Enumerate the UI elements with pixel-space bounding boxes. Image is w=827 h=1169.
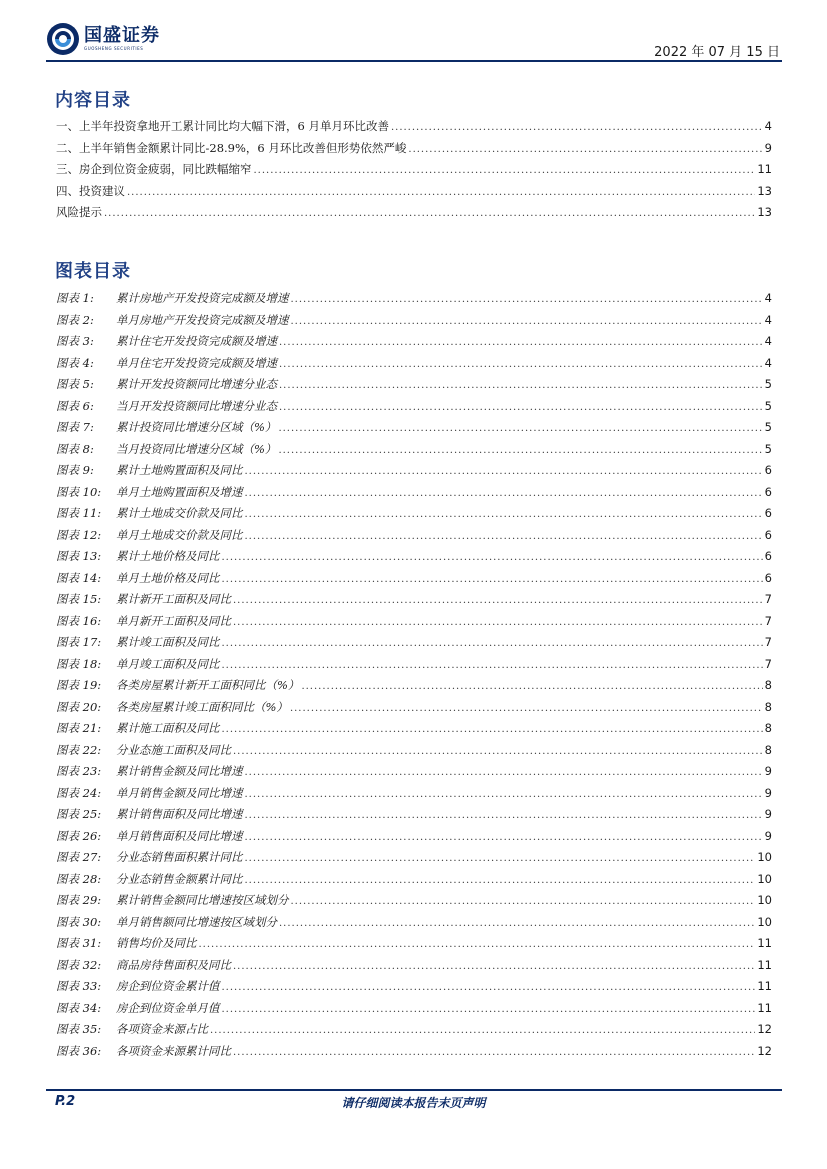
toc-entry[interactable] [56, 806, 772, 828]
toc-entry-page: 11 [757, 1000, 772, 1015]
toc-entry-page: 4 [764, 334, 772, 348]
toc-entry-text: 三、房企到位资金疲弱，同比跌幅缩窄 [56, 162, 252, 176]
toc-entry-label [56, 935, 197, 951]
figure-number: 图表 1: [56, 291, 94, 305]
toc-entry-page: 9 [764, 807, 772, 821]
toc-entry-page: 7 [764, 613, 772, 628]
toc-entry[interactable] [56, 312, 772, 334]
toc-entry-label [56, 914, 277, 930]
toc-entry[interactable] [56, 505, 772, 527]
dot-leader [245, 767, 763, 778]
toc-entry-label [56, 505, 243, 521]
dot-leader [233, 617, 763, 628]
toc-entry-text: 商品房待售面积及同比 [116, 957, 231, 972]
dot-leader [210, 1025, 755, 1036]
toc-entry-page: 4 [764, 291, 772, 305]
dot-leader [233, 595, 763, 606]
toc-entry-page: 8 [764, 742, 772, 757]
dot-leader [279, 402, 763, 413]
toc-entry-page: 5 [764, 420, 772, 434]
dot-leader [199, 939, 756, 950]
toc-entry[interactable] [56, 828, 772, 850]
toc-entry-text: 累计销售面积及同比增速 [116, 807, 243, 821]
toc-entry-page: 11 [757, 957, 772, 972]
toc-entry[interactable] [56, 785, 772, 807]
toc-entry-page: 9 [764, 764, 772, 778]
toc-entry-text: 房企到位资金累计值 [116, 979, 220, 993]
toc-entry-text: 单月销售金额及同比增速 [116, 785, 243, 800]
toc-entry-label [56, 978, 220, 994]
figure-number: 图表 33: [56, 979, 102, 993]
dot-leader [245, 509, 763, 520]
toc-entry[interactable] [56, 548, 772, 570]
figure-number: 图表 20: [56, 699, 102, 714]
guosheng-logo-icon [46, 22, 80, 56]
toc-entry[interactable] [56, 1043, 772, 1065]
toc-entry[interactable] [56, 355, 772, 377]
dot-leader [290, 703, 763, 714]
toc-entry[interactable] [56, 591, 772, 613]
brand-name: 国盛证券 [84, 25, 160, 46]
toc-entry-page: 10 [757, 871, 772, 886]
toc-entry-text: 各项资金来源占比 [116, 1022, 208, 1036]
toc-entry[interactable] [56, 441, 772, 463]
toc-entry-page: 10 [757, 914, 772, 929]
toc-entry-label [56, 290, 289, 306]
figure-number: 图表 27: [56, 850, 102, 864]
toc-entry[interactable] [56, 763, 772, 785]
toc-entry-text: 分业态销售面积累计同比 [116, 850, 243, 864]
toc-entry[interactable] [56, 613, 772, 635]
figure-number: 图表 29: [56, 893, 102, 907]
toc-entry-page: 7 [764, 635, 772, 649]
toc-entry-text: 风险提示 [56, 205, 102, 219]
toc-entry[interactable] [56, 462, 772, 484]
toc-entry-text: 单月销售面积及同比增速 [116, 828, 243, 843]
toc-entry-label [56, 634, 220, 650]
brand-logo [46, 22, 160, 56]
toc-entry[interactable] [56, 398, 772, 420]
toc-entry-page: 8 [764, 721, 772, 735]
toc-entry-page: 13 [757, 205, 772, 219]
toc-entry-text: 累计施工面积及同比 [116, 721, 220, 735]
dot-leader [291, 294, 763, 305]
dot-leader [279, 359, 763, 370]
figure-number: 图表 35: [56, 1022, 102, 1036]
toc-entry-text: 各类房屋累计新开工面积同比（%） [116, 678, 300, 692]
toc-entry-page: 6 [764, 463, 772, 477]
toc-entry[interactable] [56, 140, 772, 162]
figure-number: 图表 3: [56, 334, 94, 348]
toc-entry[interactable] [56, 871, 772, 893]
dot-leader [278, 445, 762, 456]
figure-number: 图表 23: [56, 764, 102, 778]
figure-number: 图表 21: [56, 721, 102, 735]
toc-entry[interactable] [56, 849, 772, 871]
dot-leader [245, 789, 763, 800]
toc-entry-text: 单月土地成交价款及同比 [116, 527, 243, 542]
toc-entry-text: 累计土地价格及同比 [116, 549, 220, 563]
toc-entry[interactable] [56, 914, 772, 936]
dot-leader [222, 552, 763, 563]
figure-number: 图表 25: [56, 807, 102, 821]
toc-entry-label [56, 785, 243, 801]
toc-entry-page: 9 [764, 140, 772, 155]
toc-entry-text: 单月土地价格及同比 [116, 570, 220, 585]
dot-leader [245, 832, 763, 843]
figure-number: 图表 26: [56, 828, 102, 843]
toc-entry-page: 8 [764, 678, 772, 692]
dot-leader [233, 1047, 755, 1058]
dot-leader [222, 724, 763, 735]
toc-entry[interactable] [56, 419, 772, 441]
toc-entry[interactable] [56, 290, 772, 312]
toc-entry[interactable] [56, 978, 772, 1000]
figure-number: 图表 9: [56, 463, 94, 477]
toc-entry-label [56, 376, 277, 392]
figure-number: 图表 14: [56, 570, 102, 585]
toc-entry[interactable] [56, 161, 772, 183]
dot-leader [222, 1004, 756, 1015]
toc-entry-text: 累计销售金额同比增速按区域划分 [116, 893, 289, 907]
toc-entry[interactable] [56, 1000, 772, 1022]
figure-number: 图表 17: [56, 635, 102, 649]
toc-entry-label [56, 742, 231, 758]
figure-number: 图表 22: [56, 742, 102, 757]
dot-leader [245, 875, 756, 886]
toc-entry-page: 13 [757, 183, 772, 198]
toc-entry-label [56, 892, 289, 908]
toc-entry-page: 10 [757, 893, 772, 907]
figure-number: 图表 4: [56, 355, 94, 370]
brand-name-en: GUOSHENG SECURITIES [84, 46, 144, 51]
toc-entry-text: 累计开发投资额同比增速分业态 [116, 377, 277, 391]
dot-leader [222, 660, 763, 671]
disclaimer-note: 请仔细阅读本报告末页声明 [341, 1096, 486, 1110]
figure-number: 图表 10: [56, 484, 102, 499]
toc-entry-page: 8 [764, 699, 772, 714]
figure-number: 图表 34: [56, 1000, 102, 1015]
toc-entry-page: 6 [764, 570, 772, 585]
dot-leader [104, 208, 755, 219]
toc-entry[interactable] [56, 376, 772, 398]
page-header [46, 22, 782, 62]
figure-number: 图表 8: [56, 441, 94, 456]
toc-entry-page: 4 [764, 119, 772, 133]
figure-number: 图表 16: [56, 613, 102, 628]
toc-entry-text: 销售均价及同比 [116, 936, 197, 950]
toc-entry-page: 11 [757, 936, 772, 950]
toc-entry-text: 单月住宅开发投资完成额及增速 [116, 355, 277, 370]
figure-number: 图表 28: [56, 871, 102, 886]
toc-entry-label [56, 828, 243, 844]
dot-leader [301, 681, 762, 692]
figure-number: 图表 2: [56, 312, 94, 327]
page-number: P.2 [55, 1094, 76, 1109]
figure-number: 图表 31: [56, 936, 102, 950]
toc-entry-label [56, 1021, 208, 1037]
toc-entry-page: 6 [764, 549, 772, 563]
toc-entry-label [56, 570, 220, 586]
toc-entry-text: 累计房地产开发投资完成额及增速 [116, 291, 289, 305]
figure-number: 图表 15: [56, 592, 102, 606]
toc-entry-label [56, 548, 220, 564]
toc-entry-label [56, 699, 288, 715]
toc-entry-label [56, 484, 243, 500]
dot-leader [127, 187, 755, 198]
toc-entry-label [56, 591, 231, 607]
footer-divider [46, 1089, 782, 1091]
figure-number: 图表 30: [56, 914, 102, 929]
header-divider [46, 60, 782, 62]
toc-entry-text: 单月土地购置面积及增速 [116, 484, 243, 499]
toc-entry-text: 各项资金来源累计同比 [116, 1043, 231, 1058]
figure-number: 图表 32: [56, 957, 102, 972]
toc-entry-text: 累计住宅开发投资完成额及增速 [116, 334, 277, 348]
toc-entry-page: 9 [764, 785, 772, 800]
toc-entry-text: 累计土地购置面积及同比 [116, 463, 243, 477]
toc-entry[interactable] [56, 742, 772, 764]
toc-entry-page: 4 [764, 355, 772, 370]
toc-entry-page: 5 [764, 441, 772, 456]
dot-leader [391, 122, 763, 133]
toc-entry[interactable] [56, 720, 772, 742]
dot-leader [279, 918, 755, 929]
toc-entry-label [56, 462, 243, 478]
figures-list [56, 290, 772, 1064]
dot-leader [222, 982, 756, 993]
toc-entry[interactable] [56, 656, 772, 678]
toc-entry-page: 7 [764, 656, 772, 671]
toc-entry[interactable] [56, 699, 772, 721]
figure-number: 图表 5: [56, 377, 94, 391]
toc-entry[interactable] [56, 484, 772, 506]
toc-entry-text: 房企到位资金单月值 [116, 1000, 220, 1015]
toc-entry-page: 12 [757, 1022, 772, 1036]
figure-number: 图表 13: [56, 549, 102, 563]
dot-leader [233, 961, 755, 972]
toc-entry-text: 累计销售金额及同比增速 [116, 764, 243, 778]
dot-leader [245, 466, 763, 477]
dot-leader [222, 574, 763, 585]
dot-leader [408, 144, 762, 155]
toc-entry[interactable] [56, 118, 772, 140]
figure-number: 图表 24: [56, 785, 102, 800]
toc-entry-text: 当月投资同比增速分区域（%） [116, 441, 277, 456]
toc-entry-text: 各类房屋累计竣工面积同比（%） [116, 699, 288, 714]
toc-entry[interactable] [56, 957, 772, 979]
toc-entry[interactable] [56, 570, 772, 592]
dot-leader [278, 423, 762, 434]
toc-entry[interactable] [56, 204, 772, 226]
toc-entry-page: 6 [764, 484, 772, 499]
toc-entry-label [56, 118, 389, 134]
toc-entry-text: 一、上半年投资拿地开工累计同比均大幅下滑，6 月单月环比改善 [56, 119, 389, 133]
dot-leader [245, 531, 763, 542]
toc-entry-page: 5 [764, 398, 772, 413]
toc-entry-text: 累计竣工面积及同比 [116, 635, 220, 649]
toc-entry-page: 4 [764, 312, 772, 327]
toc-entry-label [56, 312, 289, 328]
toc-entry-label [56, 527, 243, 543]
toc-entry-text: 累计新开工面积及同比 [116, 592, 231, 606]
toc-entry-label [56, 1000, 220, 1016]
toc-entry-text: 单月销售额同比增速按区域划分 [116, 914, 277, 929]
toc-entry-label [56, 398, 277, 414]
toc-entry-label [56, 204, 102, 220]
toc-entry-text: 二、上半年销售金额累计同比-28.9%，6 月环比改善但形势依然严峻 [56, 140, 407, 155]
toc-entry-text: 单月竣工面积及同比 [116, 656, 220, 671]
toc-entry-label [56, 333, 277, 349]
toc-entry-page: 5 [764, 377, 772, 391]
dot-leader [279, 337, 763, 348]
dot-leader [279, 380, 763, 391]
dot-leader [291, 896, 756, 907]
toc-entry[interactable] [56, 527, 772, 549]
toc-entry-text: 累计土地成交价款及同比 [116, 506, 243, 520]
toc-entry-label [56, 957, 231, 973]
report-date: 2022 年 07 月 15 日 [654, 45, 780, 60]
toc-entry-label [56, 613, 231, 629]
toc-entry-label [56, 161, 252, 177]
toc-entry-text: 四、投资建议 [56, 183, 125, 198]
figure-number: 图表 12: [56, 527, 102, 542]
figure-number: 图表 7: [56, 420, 94, 434]
toc-entry-label [56, 419, 276, 435]
toc-entry-label [56, 656, 220, 672]
toc-entry-text: 分业态施工面积及同比 [116, 742, 231, 757]
toc-entry-page: 6 [764, 506, 772, 520]
dot-leader [254, 165, 756, 176]
toc-entry[interactable] [56, 677, 772, 699]
dot-leader [222, 638, 763, 649]
toc-entry-label [56, 140, 406, 156]
toc-entry-page: 12 [757, 1043, 772, 1058]
figure-number: 图表 19: [56, 678, 102, 692]
figures-title: 图表目录 [55, 261, 131, 282]
figure-number: 图表 11: [56, 506, 102, 520]
toc-entry-label [56, 849, 243, 865]
toc-entry-text: 单月房地产开发投资完成额及增速 [116, 312, 289, 327]
toc-entry[interactable] [56, 183, 772, 205]
toc-entry-label [56, 806, 243, 822]
toc-entry-label [56, 763, 243, 779]
dot-leader [245, 488, 763, 499]
toc-entry-label [56, 355, 277, 371]
toc-entry-page: 10 [757, 850, 772, 864]
toc-entry-text: 分业态销售金额累计同比 [116, 871, 243, 886]
dot-leader [233, 746, 763, 757]
toc-entry-text: 当月开发投资额同比增速分业态 [116, 398, 277, 413]
figure-number: 图表 36: [56, 1043, 102, 1058]
toc-entry-label [56, 871, 243, 887]
toc-entry[interactable] [56, 935, 772, 957]
dot-leader [245, 810, 763, 821]
toc-entry-label [56, 183, 125, 199]
toc-entry-label [56, 1043, 231, 1059]
toc-entry-label [56, 441, 276, 457]
figure-number: 图表 18: [56, 656, 102, 671]
contents-list [56, 118, 772, 226]
toc-entry-label [56, 720, 220, 736]
figure-number: 图表 6: [56, 398, 94, 413]
toc-entry-page: 11 [757, 162, 772, 176]
toc-entry[interactable] [56, 333, 772, 355]
toc-entry[interactable] [56, 634, 772, 656]
toc-entry-label [56, 677, 299, 693]
contents-title: 内容目录 [55, 90, 131, 111]
toc-entry-text: 单月新开工面积及同比 [116, 613, 231, 628]
toc-entry-page: 7 [764, 592, 772, 606]
toc-entry[interactable] [56, 1021, 772, 1043]
dot-leader [291, 316, 763, 327]
toc-entry-text: 累计投资同比增速分区域（%） [116, 420, 277, 434]
dot-leader [245, 853, 756, 864]
toc-entry-page: 9 [764, 828, 772, 843]
toc-entry[interactable] [56, 892, 772, 914]
toc-entry-page: 11 [757, 979, 772, 993]
toc-entry-page: 6 [764, 527, 772, 542]
